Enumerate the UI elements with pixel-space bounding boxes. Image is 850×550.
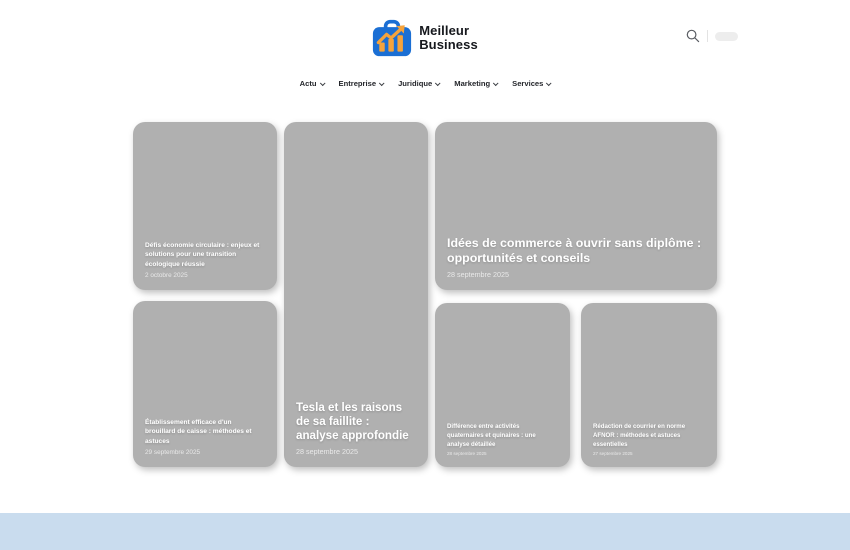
- article-title[interactable]: Tesla et les raisons de sa faillite : analyse approfondie: [296, 401, 409, 442]
- article-card-idees-commerce[interactable]: [435, 122, 717, 290]
- article-date: 28 septembre 2025: [447, 270, 509, 279]
- nav-item-label: Services: [512, 79, 544, 88]
- nav-item-services[interactable]: [512, 79, 550, 88]
- article-card-tesla-faillite[interactable]: [284, 122, 428, 467]
- article-overlay: [581, 422, 717, 467]
- nav-item-juridique[interactable]: [398, 79, 439, 88]
- briefcase-chart-logo-icon: [372, 18, 412, 58]
- site-title-line2: Business: [419, 37, 478, 52]
- nav-item-entreprise[interactable]: [339, 79, 384, 88]
- article-date: 29 septembre 2025: [145, 449, 201, 456]
- article-title[interactable]: Défis économie circulaire : enjeux et solutions pour une transition écologique réussie: [145, 241, 260, 268]
- site-title: [419, 24, 478, 52]
- chevron-down-icon: [435, 80, 441, 86]
- article-date: 2 octobre 2025: [145, 272, 188, 279]
- article-title[interactable]: Idées de commerce à ouvrir sans diplôme : opportunités et conseils: [447, 236, 702, 265]
- article-card-brouillard-caisse[interactable]: [133, 301, 277, 467]
- article-title[interactable]: Établissement efficace d'un brouillard de caisse : méthodes et astuces: [145, 418, 252, 445]
- article-date: 28 septembre 2025: [296, 447, 358, 456]
- article-overlay: [435, 422, 570, 467]
- nav-item-marketing[interactable]: [454, 79, 497, 88]
- article-overlay: [133, 418, 277, 467]
- chevron-down-icon: [546, 80, 552, 86]
- page-footer: [0, 513, 850, 550]
- nav-item-actu[interactable]: [300, 79, 324, 88]
- main-nav: [0, 79, 850, 88]
- article-card-defis-economie[interactable]: [133, 122, 277, 290]
- article-title[interactable]: Différence entre activités quaternaires et quinaires : une analyse détaillée: [447, 423, 536, 448]
- nav-item-label: Marketing: [454, 79, 491, 88]
- nav-item-label: Actu: [299, 79, 317, 88]
- article-title[interactable]: Rédaction de courrier en norme AFNOR : méthodes et astuces essentielles: [593, 423, 686, 448]
- site-header: [0, 0, 850, 62]
- chevron-down-icon: [319, 80, 325, 86]
- article-overlay: [435, 236, 717, 290]
- chevron-down-icon: [493, 80, 499, 86]
- article-date: 27 septembre 2025: [593, 451, 633, 456]
- header-divider: [707, 30, 708, 42]
- search-icon[interactable]: [686, 29, 700, 43]
- nav-item-label: Juridique: [398, 79, 433, 88]
- site-title-line1: Meilleur: [419, 23, 470, 38]
- article-card-courrier-afnor[interactable]: [581, 303, 717, 467]
- header-tools: [686, 29, 738, 43]
- theme-toggle-pill[interactable]: [715, 32, 738, 41]
- article-date: 28 septembre 2025: [447, 451, 487, 456]
- nav-item-label: Entreprise: [338, 79, 377, 88]
- chevron-down-icon: [379, 80, 385, 86]
- featured-articles-grid: [133, 122, 717, 467]
- article-overlay: [133, 241, 277, 290]
- article-card-activites-quaternaires[interactable]: [435, 303, 570, 467]
- article-overlay: [284, 401, 428, 467]
